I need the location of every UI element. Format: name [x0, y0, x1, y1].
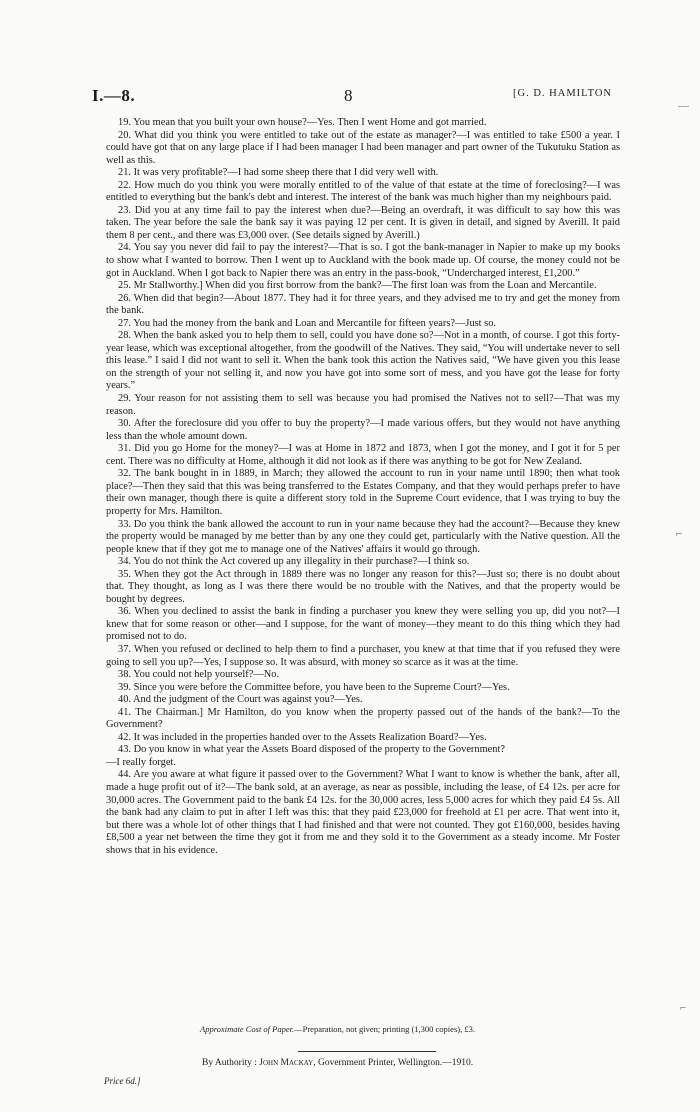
paragraph: 29. Your reason for not assisting them to sell was because you had promised the Natives not to sell?—That was my reason.: [106, 393, 620, 417]
paragraph: 31. Did you go Home for the money?—I was at Home in 1872 and 1873, when I got the money, and I got it for 5 per cent. There was no difficulty at Home, although it did not look as if there was anything to be got for New Zealand.: [106, 443, 620, 467]
printer-name: John Mackay: [259, 1058, 314, 1068]
cost-label: Approximate Cost of Paper.: [200, 1024, 295, 1034]
paragraph: 24. You say you never did fail to pay the interest?—That is so. I got the bank-manager in Napier to make up my books to show what I wanted to borrow. Then I went up to Auckland with the book made up. Of course, the money could not be got in Auckland. When I got back to Napier there was an entry in the pass-book, “Undercharged interest, £1,200.”: [106, 242, 620, 279]
paragraph: 35. When they got the Act through in 1889 there was no longer any reason for this?—Just so; there is no doubt about that. They thought, as long as I was there there would be no trouble with the Natives, and that the property would be bought by degrees.: [106, 568, 620, 605]
paragraph: 34. You do not think the Act covered up any illegality in their purchase?—I think so.: [118, 556, 470, 568]
price: Price 6d.]: [104, 1076, 141, 1086]
evidence-body: [106, 117, 620, 857]
paragraph: 25. Mr Stallworthy.] When did you first borrow from the bank?—The first loan was from the Loan and Mercantile.: [118, 280, 597, 292]
paragraph: 40. And the judgment of the Court was against you?—Yes.: [118, 694, 363, 706]
cost-of-paper-note: [200, 1024, 475, 1034]
cost-detail: —Preparation, not given; printing (1,300 copies), £3.: [294, 1024, 475, 1034]
paragraph: 38. You could not help yourself?—No.: [118, 669, 280, 681]
printer-authority: [202, 1058, 473, 1068]
paragraph: 42. It was included in the properties handed over to the Assets Realization Board?—Yes.: [118, 731, 487, 743]
paragraph: 37. When you refused or declined to help them to find a purchaser, you knew at that time that if you refused they were going to sell you up?—Yes, I suppose so. It was absurd, with money so scarce as it was at the time.: [106, 643, 620, 668]
paragraph: 23. Did you at any time fail to pay the interest when due?—Being an overdraft, it was difficult to say how this was taken. The year before the sale the bank say it was paying 12 per cent. It is given in detail, and signed by Averill. It paid them 8 per cent., and there was £3,000 over. (See details signed by Averill.): [106, 204, 620, 241]
paragraph: 32. The bank bought in in 1889, in March; they allowed the account to run in your name until 1890; then what took place?—Then they said that this was being transferred to the Estates Company, and that they would perhaps prefer to have their own manager, though there is quite a different story told in the Supreme Court evidence, that I was trying to buy the property for Mrs. Hamilton.: [106, 468, 620, 517]
document-reference: I.—8.: [92, 86, 136, 105]
paragraph: 22. How much do you think you were morally entitled to of the value of that estate at the time of foreclosing?—I was entitled to everything but the bank's debt and interest. The interest of the bank was much higher than my neighbours paid.: [106, 179, 620, 204]
witness-name: [G. D. HAMILTON: [513, 88, 612, 99]
paragraph: 19. You mean that you built your own house?—Yes. Then I went Home and got married.: [118, 117, 487, 128]
paragraph: 39. Since you were before the Committee before, you have been to the Supreme Court?—Yes.: [118, 681, 510, 693]
authority-suffix: , Government Printer, Wellington.—1910.: [313, 1058, 474, 1068]
margin-mark: —: [678, 100, 689, 112]
authority-prefix: By Authority :: [202, 1058, 260, 1068]
paragraph: 28. When the bank asked you to help them to sell, could you have done so?—Not in a month, of course. I got this forty-year lease, which was exceptional altogether, from the goodwill of the Natives. They said, “You will undertake never to sell this lease.” I said I did not want to sell it. When the bank took this action the Natives said, “We have given you this lease on the strength of your not selling it, and now you have got into some sort of mess, and you have got the lease for forty years.”: [106, 330, 620, 392]
paragraph: 41. The Chairman.] Mr Hamilton, do you know when the property passed out of the hands of the bank?—To the Government?: [106, 706, 620, 731]
paragraph: 21. It was very profitable?—I had some sheep there that I did very well with.: [118, 167, 439, 179]
page-number: 8: [344, 86, 353, 105]
paragraph: 26. When did that begin?—About 1877. They had it for three years, and they advised me to try and get the money from the bank.: [106, 292, 620, 317]
margin-mark: ⌐: [676, 528, 683, 540]
paragraph: 33. Do you think the bank allowed the account to run in your name because they had the account?—Because they knew the property would be managed by me better than by any one they could get, particularly with the Native question. All the people knew that if they got me to manage one of the Natives' affairs it would go through.: [106, 518, 620, 555]
paragraph: 20. What did you think you were entitled to take out of the estate as manager?—I was entitled to take £500 a year. I could have got that on any large place if I had been manager I had been manager and part owner of the Tukutuku Station as well as this.: [106, 129, 620, 166]
paragraph: 30. After the foreclosure did you offer to buy the property?—I made various offers, but they would not have anything less than the whole amount down.: [106, 418, 620, 442]
paragraph: 27. You had the money from the bank and Loan and Mercantile for fifteen years?—Just so.: [118, 317, 497, 329]
paragraph-continuation: —I really forget.: [106, 756, 176, 768]
paragraph: 43. Do you know in what year the Assets Board disposed of the property to the Government?: [118, 744, 505, 756]
paragraph: 36. When you declined to assist the bank in finding a purchaser you knew they were selling you up, did you not?—I knew that for some reason or other—and I suppose, for the want of money—they meant to do this thing which they had promised not to do.: [106, 606, 620, 643]
footer-divider: [298, 1051, 436, 1052]
page-header: [92, 86, 612, 108]
margin-mark: ⌐: [680, 1002, 687, 1014]
paragraph: 44. Are you aware at what figure it passed over to the Government? What I want to know is whether the bank, after all, made a huge profit out of it?—The bank sold, at an average, as near as possible, including the lease, of £4 12s. per acre for 30,000 acres. The Government paid to the bank £4 12s. for the 30,000 acres, less 5,000 acres for which they paid £4 5s. All the bank had any claim to put in after I left was this: that they paid £23,000 for freehold at £1 per acre. That went into it, but there was a whole lot of other things that I had finished and that were not counted. They got £160,000, besides having £8,500 a year net between the time they got it from me and they sold it to the Government as a steady income. Mr Foster shows that in his evidence.: [106, 769, 620, 856]
